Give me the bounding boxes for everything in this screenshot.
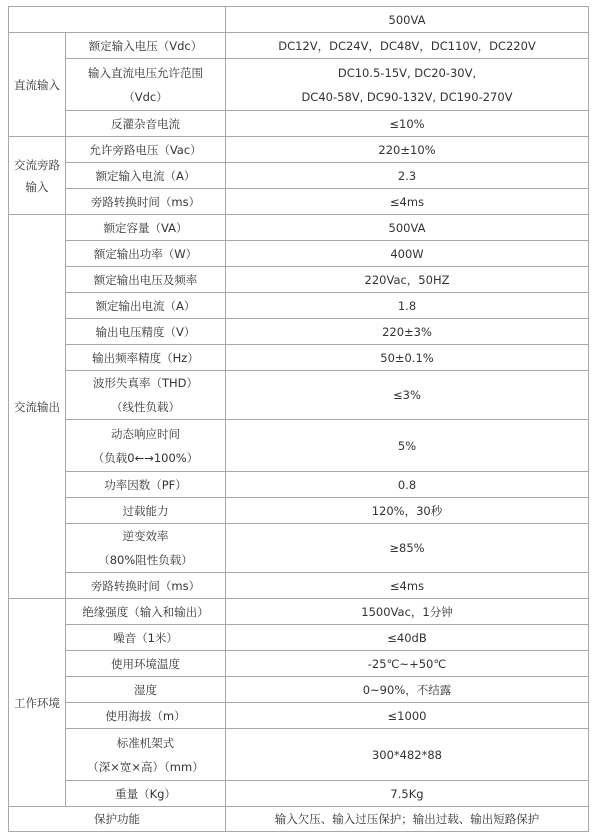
cell-line: 动态响应时间 bbox=[111, 426, 180, 441]
table-row bbox=[9, 319, 589, 345]
param-name-cell bbox=[66, 319, 226, 345]
param-value-cell bbox=[226, 420, 589, 472]
cell-line: ≤4ms bbox=[389, 194, 425, 209]
table-row bbox=[9, 498, 589, 524]
param-value-cell bbox=[226, 111, 589, 137]
param-value-cell bbox=[226, 498, 589, 524]
param-name-cell bbox=[66, 498, 226, 524]
cell-line: 输入直流电压允许范围 bbox=[88, 65, 203, 80]
param-value-cell bbox=[226, 781, 589, 807]
cell-line: 使用环境温度 bbox=[111, 656, 180, 671]
spec-table-body bbox=[9, 7, 589, 832]
cell-line: 1500Vac，1分钟 bbox=[361, 604, 453, 619]
param-value-cell bbox=[226, 319, 589, 345]
table-row bbox=[9, 33, 589, 59]
param-value-cell bbox=[226, 215, 589, 241]
param-value-cell bbox=[226, 33, 589, 59]
cell-line: ≤10% bbox=[389, 116, 425, 131]
param-value-cell bbox=[226, 59, 589, 111]
cell-line: 输出电压精度（V） bbox=[95, 324, 196, 339]
cell-line: （Vdc） bbox=[123, 89, 168, 104]
param-name-cell bbox=[66, 59, 226, 111]
param-name-cell bbox=[66, 625, 226, 651]
param-name-cell bbox=[66, 267, 226, 293]
param-value-cell bbox=[226, 267, 589, 293]
cell-line: 120%，30秒 bbox=[371, 503, 443, 518]
group-label-cell bbox=[9, 33, 66, 137]
cell-line: 50±0.1% bbox=[380, 350, 434, 365]
cell-line: 额定输入电压（Vdc） bbox=[88, 38, 203, 53]
cell-line: 使用海拔（m） bbox=[105, 708, 186, 723]
table-row bbox=[9, 472, 589, 498]
cell-line: 噪音（1米） bbox=[113, 630, 178, 645]
table-row bbox=[9, 625, 589, 651]
cell-line: 0~90%，不结露 bbox=[362, 682, 452, 697]
param-value-cell bbox=[226, 651, 589, 677]
param-name-cell bbox=[66, 524, 226, 573]
table-header-row bbox=[9, 7, 589, 33]
table-row bbox=[9, 651, 589, 677]
table-row bbox=[9, 189, 589, 215]
cell-line: （负载0←→100%） bbox=[92, 450, 199, 465]
param-value-cell bbox=[226, 573, 589, 599]
param-name-cell bbox=[66, 345, 226, 371]
group-label-cell bbox=[9, 137, 66, 215]
cell-line: 额定输出电压及频率 bbox=[93, 272, 198, 287]
cell-line: 功率因数（PF） bbox=[104, 477, 187, 492]
header-blank-cell bbox=[9, 7, 226, 33]
cell-line: （线性负载） bbox=[111, 400, 180, 414]
param-name-cell bbox=[66, 729, 226, 781]
cell-line: 允许旁路电压（Vac） bbox=[89, 142, 202, 157]
param-value-cell bbox=[226, 293, 589, 319]
param-value-cell bbox=[226, 345, 589, 371]
param-name-cell bbox=[66, 189, 226, 215]
header-value-cell: 500VA bbox=[226, 7, 589, 33]
cell-line: 过载能力 bbox=[122, 503, 169, 518]
param-value-cell bbox=[226, 241, 589, 267]
table-row bbox=[9, 371, 589, 420]
param-name-cell bbox=[66, 371, 226, 420]
param-value-cell bbox=[226, 703, 589, 729]
cell-line: 300*482*88 bbox=[371, 747, 443, 762]
param-name-cell bbox=[66, 33, 226, 59]
table-row bbox=[9, 599, 589, 625]
cell-line: 波形失真率（THD） bbox=[92, 376, 199, 390]
table-row bbox=[9, 241, 589, 267]
group-label-cell bbox=[9, 215, 66, 599]
param-value-cell bbox=[226, 472, 589, 498]
table-row bbox=[9, 267, 589, 293]
cell-line: ≤4ms bbox=[389, 578, 425, 593]
param-name-cell bbox=[66, 241, 226, 267]
param-value-cell bbox=[226, 524, 589, 573]
param-name-cell bbox=[66, 111, 226, 137]
table-row bbox=[9, 573, 589, 599]
cell-line: -25℃~+50℃ bbox=[367, 656, 447, 671]
param-value-cell bbox=[226, 729, 589, 781]
cell-line: 7.5Kg bbox=[390, 786, 424, 801]
cell-line: 湿度 bbox=[134, 682, 157, 697]
param-value-cell bbox=[226, 189, 589, 215]
cell-line: 500VA bbox=[388, 220, 426, 235]
param-value-cell bbox=[226, 371, 589, 420]
table-row bbox=[9, 420, 589, 472]
cell-line: 直流输入 bbox=[14, 77, 60, 92]
cell-line: （深×宽×高）（mm） bbox=[87, 759, 204, 774]
cell-line: 额定输入电流（A） bbox=[95, 168, 196, 183]
cell-line: DC40-58V, DC90-132V, DC190-270V bbox=[301, 89, 513, 104]
param-name-cell bbox=[66, 677, 226, 703]
cell-line: 逆变效率 bbox=[122, 529, 169, 543]
param-name-cell bbox=[66, 781, 226, 807]
table-row bbox=[9, 677, 589, 703]
cell-line: DC10.5-15V, DC20-30V, bbox=[337, 65, 477, 80]
group-label-cell bbox=[9, 599, 66, 807]
table-row bbox=[9, 163, 589, 189]
param-value-cell bbox=[226, 625, 589, 651]
table-row bbox=[9, 215, 589, 241]
cell-line: 1.8 bbox=[397, 298, 417, 313]
table-row bbox=[9, 293, 589, 319]
cell-line: （80%阻性负载） bbox=[98, 553, 193, 567]
param-value-cell bbox=[226, 599, 589, 625]
param-name-cell bbox=[66, 703, 226, 729]
param-name-cell bbox=[66, 573, 226, 599]
cell-line: ≤1000 bbox=[387, 708, 427, 723]
cell-line: 额定输出功率（W） bbox=[93, 246, 198, 261]
param-value-cell bbox=[226, 163, 589, 189]
param-name-cell bbox=[66, 137, 226, 163]
cell-line: 绝缘强度（输入和输出） bbox=[82, 604, 209, 619]
param-name-cell bbox=[66, 599, 226, 625]
protection-label-cell: 保护功能 bbox=[9, 807, 226, 832]
cell-line: 400W bbox=[390, 246, 424, 261]
cell-line: 2.3 bbox=[397, 168, 417, 183]
cell-line: 输入 bbox=[25, 179, 49, 194]
table-row bbox=[9, 345, 589, 371]
cell-line: 旁路转换时间（ms） bbox=[90, 194, 201, 209]
cell-line: 标准机架式 bbox=[116, 735, 175, 750]
cell-line: 额定容量（VA） bbox=[103, 220, 188, 235]
cell-line: 220±3% bbox=[382, 324, 432, 339]
cell-line: 额定输出电流（A） bbox=[95, 298, 196, 313]
cell-line: 旁路转换时间（ms） bbox=[90, 578, 201, 593]
cell-line: 工作环境 bbox=[14, 695, 60, 710]
param-name-cell bbox=[66, 163, 226, 189]
cell-line: ≤40dB bbox=[387, 630, 427, 645]
cell-line: ≤3% bbox=[393, 388, 421, 402]
table-row bbox=[9, 729, 589, 781]
cell-line: 5% bbox=[397, 438, 417, 453]
table-row bbox=[9, 111, 589, 137]
table-row bbox=[9, 137, 589, 163]
cell-line: 交流旁路 bbox=[14, 157, 60, 172]
footer-row bbox=[9, 807, 589, 832]
param-name-cell bbox=[66, 651, 226, 677]
param-name-cell bbox=[66, 215, 226, 241]
cell-line: 220±10% bbox=[378, 142, 436, 157]
cell-line: DC12V，DC24V，DC48V，DC110V，DC220V bbox=[278, 38, 536, 53]
spec-table bbox=[8, 6, 589, 832]
table-row bbox=[9, 524, 589, 573]
param-name-cell bbox=[66, 472, 226, 498]
cell-line: ≥85% bbox=[389, 541, 425, 555]
param-value-cell bbox=[226, 677, 589, 703]
cell-line: 输出频率精度（Hz） bbox=[92, 350, 199, 365]
cell-line: 220Vac，50HZ bbox=[364, 272, 450, 287]
param-value-cell bbox=[226, 137, 589, 163]
cell-line: 重量（Kg） bbox=[115, 786, 176, 801]
protection-value-cell: 输入欠压、输入过压保护；输出过载、输出短路保护 bbox=[226, 807, 589, 832]
param-name-cell bbox=[66, 420, 226, 472]
cell-line: 0.8 bbox=[397, 477, 417, 492]
cell-line: 反灌杂音电流 bbox=[111, 116, 180, 131]
table-row bbox=[9, 703, 589, 729]
cell-line: 交流输出 bbox=[14, 399, 60, 414]
table-row bbox=[9, 59, 589, 111]
param-name-cell bbox=[66, 293, 226, 319]
table-row bbox=[9, 781, 589, 807]
